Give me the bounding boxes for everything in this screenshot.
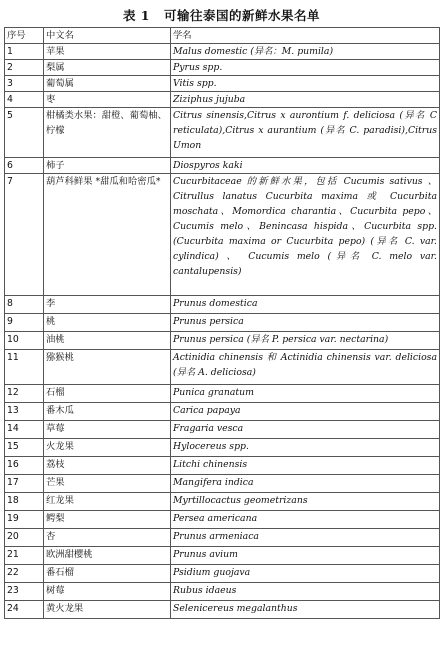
scientific-name-cell: Pyrus spp.	[171, 60, 440, 76]
chinese-name-cell: 柑橘类水果：甜橙、葡萄柚、柠檬	[44, 108, 171, 158]
serial-cell: 4	[5, 92, 44, 108]
scientific-name-cell: Prunus avium	[171, 547, 440, 565]
chinese-name-cell: 杏	[44, 529, 171, 547]
chinese-name-cell: 番木瓜	[44, 403, 171, 421]
table-row	[5, 475, 440, 493]
serial-cell: 8	[5, 296, 44, 314]
table-header-row	[5, 28, 440, 44]
serial-cell: 18	[5, 493, 44, 511]
table-number: 表 1	[122, 8, 151, 23]
serial-cell: 19	[5, 511, 44, 529]
table-row	[5, 493, 440, 511]
serial-cell: 24	[5, 601, 44, 619]
scientific-name-cell: Citrus sinensis,Citrus x aurontium f. deliciosa (异名 C reticulata),Citrus x aurantium (异名 C. paradisi),Citrus Umon	[171, 108, 440, 158]
header-serial: 序号	[5, 28, 44, 44]
table-row	[5, 601, 440, 619]
serial-cell: 15	[5, 439, 44, 457]
scientific-name-cell: Ziziphus jujuba	[171, 92, 440, 108]
header-chinese-name: 中文名	[44, 28, 171, 44]
table-row	[5, 92, 440, 108]
scientific-name-cell: Prunus armeniaca	[171, 529, 440, 547]
chinese-name-cell: 欧洲甜樱桃	[44, 547, 171, 565]
serial-cell: 14	[5, 421, 44, 439]
table-row	[5, 403, 440, 421]
chinese-name-cell: 葫芦科鲜果 *甜瓜和哈密瓜*	[44, 174, 171, 296]
scientific-name-cell: Malus domestic (异名：M. pumila)	[171, 44, 440, 60]
chinese-name-cell: 树莓	[44, 583, 171, 601]
serial-cell: 13	[5, 403, 44, 421]
table-row	[5, 296, 440, 314]
serial-cell: 3	[5, 76, 44, 92]
serial-cell: 16	[5, 457, 44, 475]
chinese-name-cell: 桃	[44, 314, 171, 332]
table-row	[5, 60, 440, 76]
chinese-name-cell: 枣	[44, 92, 171, 108]
chinese-name-cell: 石榴	[44, 385, 171, 403]
serial-cell: 11	[5, 350, 44, 385]
scientific-name-cell: Rubus idaeus	[171, 583, 440, 601]
table-row	[5, 332, 440, 350]
table-row	[5, 457, 440, 475]
serial-cell: 20	[5, 529, 44, 547]
scientific-name-cell: Fragaria vesca	[171, 421, 440, 439]
chinese-name-cell: 草莓	[44, 421, 171, 439]
table-row	[5, 44, 440, 60]
table-title-text: 可输往泰国的新鲜水果名单	[164, 8, 321, 23]
header-scientific-name: 学名	[171, 28, 440, 44]
scientific-name-cell: Prunus persica (异名 P. persica var. nectarina)	[171, 332, 440, 350]
table-row	[5, 350, 440, 385]
scientific-name-cell: Hylocereus spp.	[171, 439, 440, 457]
scientific-name-cell: Actinidia chinensis 和 Actinidia chinensis var. deliciosa (异名 A. deliciosa)	[171, 350, 440, 385]
table-row	[5, 108, 440, 158]
chinese-name-cell: 芒果	[44, 475, 171, 493]
serial-cell: 12	[5, 385, 44, 403]
table-row	[5, 565, 440, 583]
scientific-name-cell: Mangifera indica	[171, 475, 440, 493]
chinese-name-cell: 番石榴	[44, 565, 171, 583]
serial-cell: 2	[5, 60, 44, 76]
chinese-name-cell: 油桃	[44, 332, 171, 350]
serial-cell: 21	[5, 547, 44, 565]
chinese-name-cell: 梨属	[44, 60, 171, 76]
table-row	[5, 76, 440, 92]
chinese-name-cell: 葡萄属	[44, 76, 171, 92]
scientific-name-cell: Diospyros kaki	[171, 158, 440, 174]
table-title	[0, 6, 443, 24]
serial-cell: 10	[5, 332, 44, 350]
scientific-name-cell: Litchi chinensis	[171, 457, 440, 475]
scientific-name-cell: Prunus persica	[171, 314, 440, 332]
table-row	[5, 421, 440, 439]
table-row	[5, 439, 440, 457]
chinese-name-cell: 苹果	[44, 44, 171, 60]
serial-cell: 22	[5, 565, 44, 583]
serial-cell: 5	[5, 108, 44, 158]
scientific-name-cell: Selenicereus megalanthus	[171, 601, 440, 619]
table-row	[5, 529, 440, 547]
scientific-name-cell: Myrtillocactus geometrizans	[171, 493, 440, 511]
chinese-name-cell: 红龙果	[44, 493, 171, 511]
scientific-name-cell: Carica papaya	[171, 403, 440, 421]
fruit-list-table	[4, 27, 440, 619]
scientific-name-cell: Punica granatum	[171, 385, 440, 403]
chinese-name-cell: 猕猴桃	[44, 350, 171, 385]
chinese-name-cell: 柿子	[44, 158, 171, 174]
table-row	[5, 583, 440, 601]
chinese-name-cell: 荔枝	[44, 457, 171, 475]
table-row	[5, 174, 440, 296]
serial-cell: 7	[5, 174, 44, 296]
scientific-name-cell: Vitis spp.	[171, 76, 440, 92]
serial-cell: 1	[5, 44, 44, 60]
serial-cell: 17	[5, 475, 44, 493]
table-row	[5, 158, 440, 174]
scientific-name-cell: Prunus domestica	[171, 296, 440, 314]
serial-cell: 9	[5, 314, 44, 332]
chinese-name-cell: 火龙果	[44, 439, 171, 457]
scientific-name-cell: Persea americana	[171, 511, 440, 529]
table-body	[5, 44, 440, 619]
table-row	[5, 511, 440, 529]
table-row	[5, 385, 440, 403]
chinese-name-cell: 鳄梨	[44, 511, 171, 529]
serial-cell: 23	[5, 583, 44, 601]
chinese-name-cell: 黄火龙果	[44, 601, 171, 619]
table-row	[5, 547, 440, 565]
scientific-name-cell: Cucurbitaceae 的新鲜水果，包括 Cucumis sativus 、Citrullus lanatus Cucurbita maxima 或 Cucurbita moschata、Momordica charantia、Cucurbita pepo、Cucumis melo、Benincasa hispida、Cucurbita spp. (Cucurbita maxima or Cucurbita pepo) (异名 C. var. cylindica) 、 Cucumis melo (异名 C. melo var. cantalupensis)	[171, 174, 440, 296]
serial-cell: 6	[5, 158, 44, 174]
table-row	[5, 314, 440, 332]
chinese-name-cell: 李	[44, 296, 171, 314]
scientific-name-cell: Psidium guojava	[171, 565, 440, 583]
